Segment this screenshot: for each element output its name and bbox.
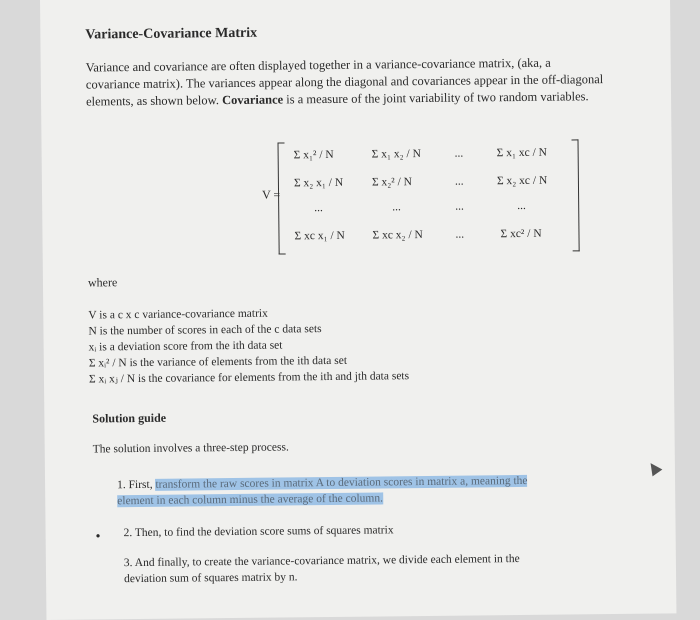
step-1-highlighted-text[interactable]: transform the raw scores in matrix A to deviation scores in matrix a, meaning the element in each column minus the average of the column. [117,474,528,508]
matrix-left-bracket [278,142,286,254]
matrix-cell: Σ x₁ xc / N [496,146,548,160]
solution-intro: The solution involves a three-step process. [92,441,289,456]
step-3: 3. And finally, to create the variance-covariance matrix, we divide each element in the deviation sum of squares matrix by n. [123,553,520,586]
matrix-cell: ... [454,147,464,160]
matrix-cell: Σ xc² / N [500,227,542,241]
matrix-cell: Σ x₁ x₂ / N [371,148,421,161]
document-page [40,0,676,620]
bullet-marker: • [95,529,101,545]
definition-item: xᵢ is a deviation score from the ith data set [88,339,283,354]
matrix-cell: ... [454,175,464,188]
step-1[interactable] [117,473,547,510]
matrix-cell: ... [392,201,401,214]
step-2: 2. Then, to find the deviation score sums of squares matrix [123,524,394,540]
solution-title: Solution guide [92,410,167,426]
matrix-label: V = [261,187,281,202]
definition-item: Σ xᵢ xⱼ / N is the covariance for elements from the ith and jth data sets [88,370,410,386]
where-label: where [87,275,118,290]
matrix-cell: Σ x₁² / N [293,148,334,162]
matrix-cell: ... [455,200,464,213]
matrix-right-bracket [571,139,579,251]
matrix-cell: ... [314,202,323,215]
matrix-cell: Σ x₂ x₁ / N [293,176,344,190]
page-title: Variance-Covariance Matrix [85,25,258,43]
intro-part1: Variance and covariance are often displayed together in a variance-covariance matrix, (aka, a covariance matrix). The variances appear along the diagonal and covariances appear in the off-diagonal elements, as shown below. [85,55,604,109]
intro-bold: Covariance [221,92,284,108]
definitions-list [88,304,409,387]
definition-item: N is the number of scores in each of the c data sets [88,323,322,338]
definition-item: V is a c x c variance-covariance matrix [88,307,268,322]
matrix-cell: Σ xc x₂ / N [372,229,423,242]
matrix-cell: ... [517,199,526,213]
definition-item: Σ xᵢ² / N is the variance of elements from the ith data set [88,354,348,370]
intro-paragraph [86,54,607,110]
intro-part2: is a measure of the joint variability of two random variables. [283,89,589,107]
matrix-cell: Σ x₂² / N [371,176,413,189]
matrix-cell: ... [455,228,465,241]
step-1-number: 1. First, [117,478,156,492]
matrix-cell: Σ xc x₁ / N [294,229,345,243]
matrix-cell: Σ x₂ xc / N [496,174,548,188]
